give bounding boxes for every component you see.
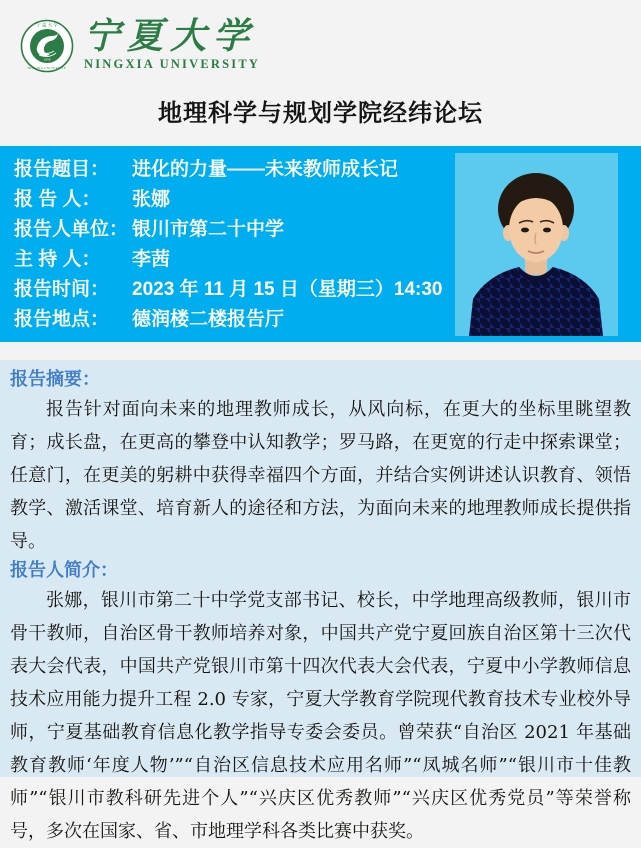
abstract-text: 报告针对面向未来的地理教师成长，从风向标，在更大的坐标里眺望教育；成长盘，在更高的攀登中认知教学；罗马路，在更宽的行走中探索课堂；任意门，在更美的躬耕中获得幸福四个方面，并结合实例讲述认识教育、领悟教学、激活课堂、培育新人的途径和方法，为面向未来的地理教师成长提供指导。 <box>10 399 631 552</box>
info-row-time <box>14 275 442 305</box>
info-value: 张娜 <box>132 189 171 210</box>
abstract-heading: 报告摘要： <box>10 369 100 389</box>
lecture-info-panel <box>0 146 641 342</box>
info-label: 报告地点： <box>14 309 110 330</box>
svg-text:NINGXIA UNIVERSITY: NINGXIA UNIVERSITY <box>27 66 67 70</box>
info-value: 德润楼二楼报告厅 <box>132 309 285 330</box>
info-row-host <box>14 245 442 275</box>
content-panel <box>0 360 641 842</box>
university-name-en: NINGXIA UNIVERSITY <box>84 57 261 71</box>
info-value: 2023 年 11 月 15 日（星期三）14:30 <box>132 279 443 300</box>
info-label: 主 持 人： <box>14 249 101 270</box>
university-seal-icon <box>20 19 74 73</box>
svg-text:宁 夏 大 学: 宁 夏 大 学 <box>36 22 58 28</box>
speaker-photo <box>455 153 618 336</box>
info-label: 报告人单位： <box>14 219 129 240</box>
info-row-location <box>14 305 442 335</box>
info-row-affiliation <box>14 215 442 245</box>
info-row-topic <box>14 155 442 185</box>
info-label: 报 告 人： <box>14 189 101 210</box>
bio-text: 张娜，银川市第二十中学党支部书记、校长，中学地理高级教师，银川市骨干教师，自治区骨干教师培养对象，中国共产党宁夏回族自治区第十三次代表大会代表，中国共产党银川市第十四次代表大会代表，宁夏中小学教师信息技术应用能力提升工程 2.0 专家，宁夏大学教育学院现代教育技术专业校外导师，宁夏基础教育信息化教学指导专委会委员。曾荣获“自治区 2021 年基础教育教师‘年度人物’”“自治区信息技术应用名师”“凤城名师”“银川市十佳教师”“银川市教科研先进个人”“兴庆区优秀教师”“兴庆区优秀党员”等荣誉称号，多次在国家、省、市地理学科各类比赛中获奖。 <box>10 590 631 842</box>
university-name-block <box>84 16 260 72</box>
page-header <box>0 0 641 92</box>
info-value: 李茜 <box>132 249 171 270</box>
info-value: 进化的力量——未来教师成长记 <box>132 159 399 180</box>
info-row-speaker <box>14 185 442 215</box>
info-label: 报告题目： <box>14 159 110 180</box>
info-label: 报告时间： <box>14 279 110 300</box>
university-name-cn: 宁夏大学 <box>84 15 257 57</box>
lecture-info-rows <box>14 155 442 335</box>
page-title: 地理科学与规划学院经纬论坛 <box>158 100 483 127</box>
bio-heading: 报告人简介： <box>10 560 118 580</box>
seal-year-text: 1958 <box>43 57 51 62</box>
info-value: 银川市第二十中学 <box>132 219 285 240</box>
